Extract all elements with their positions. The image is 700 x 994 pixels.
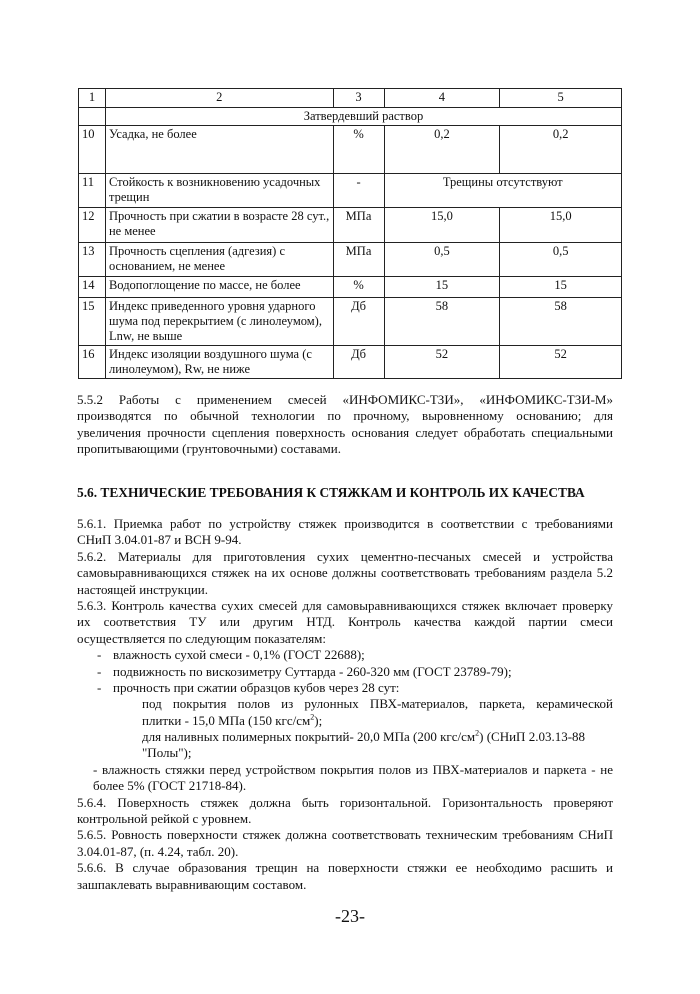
section-row <box>79 108 622 126</box>
text-span: ) (СНиП 2.03.13-88 <box>479 729 586 745</box>
text-span: ); <box>314 712 323 728</box>
empty-cell <box>79 108 106 126</box>
row-unit: МПа <box>333 243 384 277</box>
row-unit: Дб <box>333 346 384 379</box>
table-row <box>79 298 622 346</box>
text-line: под покрытия полов из рулонных ПВХ-материалов, паркета, керамической <box>142 696 613 712</box>
row-name: Индекс изоляции воздушного шума (с линолеумом), Rw, не ниже <box>105 346 333 379</box>
text-line: 5.6.2. Материалы для приготовления сухих цементно-песчаных смесей и устройства <box>77 548 613 564</box>
row-unit: % <box>333 126 384 174</box>
text-span: плитки - 15,0 МПа (150 кгс/см <box>142 712 311 728</box>
row-value: 58 <box>384 298 500 346</box>
list-item-text: влажность сухой смеси - 0,1% (ГОСТ 22688); <box>113 647 365 663</box>
row-value: 0,5 <box>384 243 500 277</box>
table-row <box>79 243 622 277</box>
row-number: 14 <box>79 277 106 298</box>
text-line: 5.6.1. Приемка работ по устройству стяжек производится в соответствии с требованиями <box>77 516 613 531</box>
properties-table <box>78 88 622 379</box>
section-title: Затвердевший раствор <box>105 108 621 126</box>
text-line: 5.6.3. Контроль качества сухих смесей для самовыравнивающихся стяжек включает проверку <box>77 597 613 613</box>
row-value: 15 <box>500 277 622 298</box>
row-value: 0,2 <box>384 126 500 174</box>
row-number: 13 <box>79 243 106 277</box>
row-value: 58 <box>500 298 622 346</box>
text-line: самовыравнивающихся стяжек на их основе должны соответствовать требованиям раздела 5.2 <box>77 565 613 581</box>
table-row <box>79 126 622 174</box>
table-row <box>79 174 622 208</box>
paragraph-5-5-2 <box>77 392 613 458</box>
table-row <box>79 346 622 379</box>
header-cell: 4 <box>384 89 500 108</box>
row-value: 15 <box>384 277 500 298</box>
list-item-text: прочность при сжатии образцов кубов через 28 сут: <box>113 679 400 695</box>
row-name: Прочность при сжатии в возрасте 28 сут., не менее <box>105 208 333 243</box>
row-name: Стойкость к возникновению усадочных трещин <box>105 174 333 208</box>
row-name: Индекс приведенного уровня ударного шума под перекрытием (с линолеумом), Lnw, не выше <box>105 298 333 346</box>
text-line: 5.6.4. Поверхность стяжек должна быть горизонтальной. Горизонтальность проверяют <box>77 794 613 810</box>
text-line: настоящей инструкции. <box>77 581 209 597</box>
text-line: увеличения прочности сцепления поверхность основания следует обработать специальными <box>77 424 613 440</box>
row-name: Усадка, не более <box>105 126 333 174</box>
row-value: 15,0 <box>384 208 500 243</box>
table-header-row <box>79 89 622 108</box>
row-unit: Дб <box>333 298 384 346</box>
row-value: 0,2 <box>500 126 622 174</box>
text-line: СНиП 3.04.01-87 и ВСН 9-94. <box>77 532 242 548</box>
row-number: 11 <box>79 174 106 208</box>
row-value: 15,0 <box>500 208 622 243</box>
table-row <box>79 277 622 298</box>
row-number: 15 <box>79 298 106 346</box>
row-number: 10 <box>79 126 106 174</box>
header-cell: 1 <box>79 89 106 108</box>
text-line: "Полы"); <box>142 745 192 761</box>
text-span: для наливных полимерных покрытий- 20,0 МПа (200 кгс/см <box>142 729 476 745</box>
text-line: производятся по обычной технологии по прочному, выровненному основанию; для <box>77 408 613 424</box>
text-line: 3.04.01-87, (п. 4.24, табл. 20). <box>77 843 239 859</box>
row-value: Трещины отсутствуют <box>384 174 622 208</box>
header-cell: 5 <box>500 89 622 108</box>
row-value: 52 <box>500 346 622 379</box>
list-item <box>77 664 613 680</box>
text-line: пропитывающими (грунтовочными) составами. <box>77 441 341 457</box>
list-item <box>77 647 613 663</box>
text-line <box>77 729 613 745</box>
table-row <box>79 208 622 243</box>
bullet-dash: - <box>97 679 102 695</box>
text-line: 5.6.5. Ровность поверхности стяжек должна соответствовать техническим требованиям СНиП <box>77 827 613 843</box>
text-line: осуществляется по следующим показателям: <box>77 630 327 646</box>
section-heading: 5.6. ТЕХНИЧЕСКИЕ ТРЕБОВАНИЯ К СТЯЖКАМ И КОНТРОЛЬ ИХ КАЧЕСТВА <box>77 485 585 500</box>
text-line: зашпаклевать выравнивающим составом. <box>77 876 307 892</box>
header-cell: 2 <box>105 89 333 108</box>
list-item-text: подвижность по вискозиметру Суттарда - 260-320 мм (ГОСТ 23789-79); <box>113 663 512 679</box>
text-line: их соответствия ТУ или другим НТД. Контроль качества каждой партии смеси <box>77 614 613 630</box>
bullet-dash: - <box>97 647 102 663</box>
text-line: 5.6.6. В случае образования трещин на поверхности стяжки ее необходимо расшить и <box>77 860 613 876</box>
row-number: 12 <box>79 208 106 243</box>
text-line: более 5% (ГОСТ 21718-84). <box>93 778 247 794</box>
list-item <box>77 680 613 696</box>
row-unit: % <box>333 277 384 298</box>
row-unit: - <box>333 174 384 208</box>
row-value: 0,5 <box>500 243 622 277</box>
section-body <box>77 516 613 893</box>
text-line: - влажность стяжки перед устройством покрытия полов из ПВХ-материалов и паркета - не <box>93 761 613 777</box>
text-line: контрольной рейкой с уровнем. <box>77 811 252 827</box>
superscript: 2 <box>310 712 315 722</box>
page-number: -23- <box>335 906 365 926</box>
row-name: Водопоглощение по массе, не более <box>105 277 333 298</box>
bullet-dash: - <box>97 663 102 679</box>
text-line <box>77 713 613 729</box>
text-line: 5.5.2 Работы с применением смесей «ИНФОМИКС-ТЗИ», «ИНФОМИКС-ТЗИ-М» <box>77 392 613 407</box>
row-unit: МПа <box>333 208 384 243</box>
superscript: 2 <box>475 728 480 738</box>
header-cell: 3 <box>333 89 384 108</box>
row-value: 52 <box>384 346 500 379</box>
row-number: 16 <box>79 346 106 379</box>
row-name: Прочность сцепления (адгезия) с основанием, не менее <box>105 243 333 277</box>
